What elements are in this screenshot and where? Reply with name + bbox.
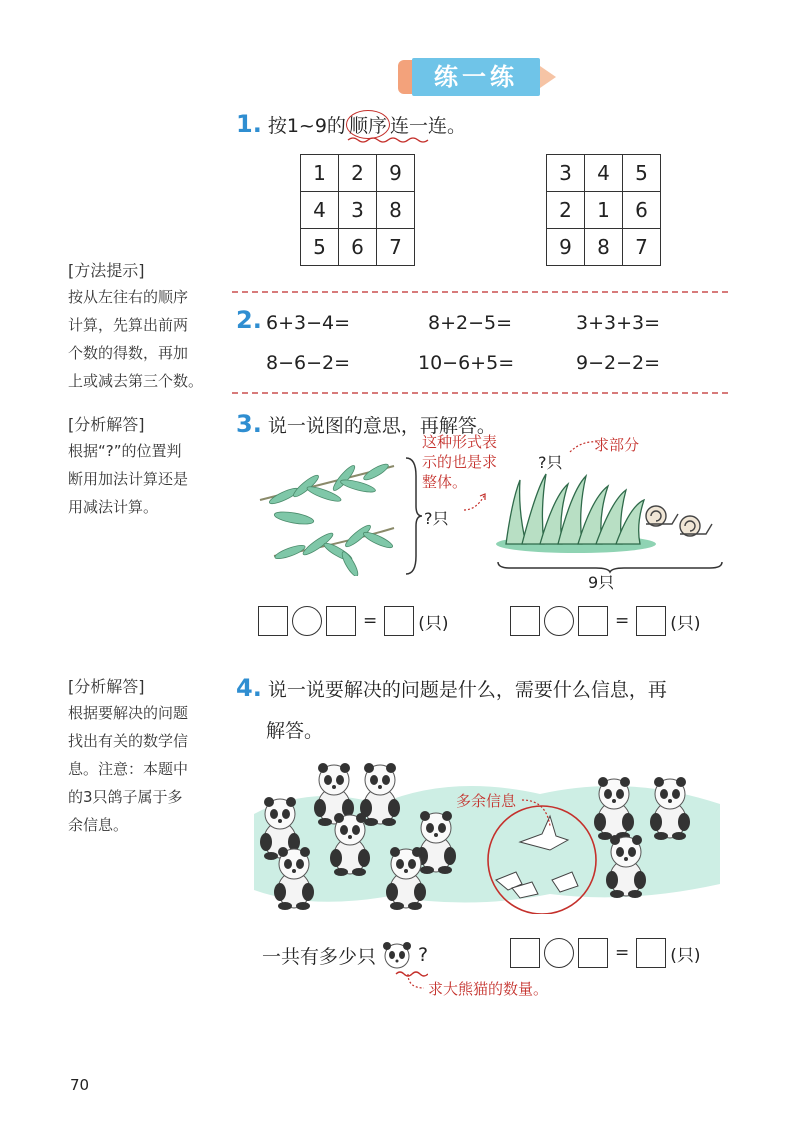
- grid-cell[interactable]: 9: [377, 155, 415, 192]
- note-arrow-icon: [462, 490, 492, 514]
- answer-box[interactable]: [636, 606, 666, 636]
- q2-equation[interactable]: 8+2−5=: [428, 312, 513, 334]
- q4-answer: [510, 938, 701, 968]
- q2-equation[interactable]: 3+3+3=: [576, 312, 661, 334]
- grass-snail-illustration: [496, 460, 726, 556]
- hint-line: 上或减去第三个数。: [68, 372, 204, 390]
- hint-line: 按从左往右的顺序: [68, 288, 189, 306]
- answer-box[interactable]: [510, 938, 540, 968]
- grid-cell[interactable]: 7: [623, 229, 661, 266]
- answer-box[interactable]: [578, 606, 608, 636]
- q4-question: [262, 940, 428, 970]
- grid-cell[interactable]: 8: [585, 229, 623, 266]
- hint-analysis-1: [68, 412, 228, 521]
- q4-heading: [236, 674, 667, 702]
- grid-cell[interactable]: 6: [623, 192, 661, 229]
- hint-analysis-head: [分析解答]: [68, 415, 145, 434]
- hint-line: 的3只鸽子属于多: [68, 788, 183, 806]
- answer-box[interactable]: [258, 606, 288, 636]
- note-line: 整体。: [422, 473, 468, 491]
- grid-cell[interactable]: 1: [585, 192, 623, 229]
- hint-line: 根据要解决的问题: [68, 704, 189, 722]
- grid-cell[interactable]: 3: [339, 192, 377, 229]
- q4-extra-note: 多余信息: [456, 792, 517, 810]
- unit-label: (只): [670, 945, 701, 966]
- q4-number: 4.: [236, 674, 262, 702]
- note-line: 示的也是求: [422, 453, 498, 471]
- answer-box[interactable]: [384, 606, 414, 636]
- q3-number: 3.: [236, 410, 262, 438]
- panda-face-icon: [380, 940, 414, 970]
- hint-line: 断用加法计算还是: [68, 470, 189, 488]
- page-number: 70: [70, 1076, 90, 1094]
- grid-cell[interactable]: 4: [301, 192, 339, 229]
- q3-text: 说一说图的意思，再解答。: [267, 415, 496, 437]
- grid-cell[interactable]: 1: [301, 155, 339, 192]
- answer-box[interactable]: [578, 938, 608, 968]
- equals-sign: =: [615, 611, 630, 631]
- operator-circle[interactable]: [544, 938, 574, 968]
- q3-answer-left: [258, 606, 449, 636]
- q2-equation[interactable]: 9−2−2=: [576, 352, 661, 374]
- divider: [232, 291, 728, 293]
- operator-circle[interactable]: [292, 606, 322, 636]
- grid-cell[interactable]: 8: [377, 192, 415, 229]
- banner-arrow: [540, 66, 556, 88]
- q3-left-question: ?只: [424, 509, 449, 528]
- q3-total: 9只: [588, 573, 615, 592]
- grid-cell[interactable]: 6: [339, 229, 377, 266]
- grid-cell[interactable]: 2: [547, 192, 585, 229]
- unit-label: (只): [670, 613, 701, 634]
- equals-sign: =: [615, 943, 630, 963]
- q2-equation[interactable]: 8−6−2=: [266, 352, 351, 374]
- grid-cell[interactable]: 4: [585, 155, 623, 192]
- grid-cell[interactable]: 7: [377, 229, 415, 266]
- hint-method-head: [方法提示]: [68, 261, 145, 280]
- operator-circle[interactable]: [544, 606, 574, 636]
- note-arrow-icon: [520, 792, 560, 832]
- hint-method: [68, 258, 228, 395]
- q1-grid-left: [300, 154, 415, 266]
- note-line: 这种形式表: [422, 433, 498, 451]
- q1-heading: [236, 110, 466, 139]
- answer-box[interactable]: [510, 606, 540, 636]
- q1-grid-right: [546, 154, 661, 266]
- panda-icon: [360, 763, 400, 826]
- section-banner: [398, 58, 562, 98]
- hint-line: 息。注意：本题中: [68, 760, 189, 778]
- divider: [232, 392, 728, 394]
- grid-cell[interactable]: 2: [339, 155, 377, 192]
- q4-text-line2: 解答。: [266, 720, 324, 742]
- hint-analysis-2: [68, 674, 228, 839]
- bamboo-illustration: [254, 456, 404, 576]
- hint-analysis-head: [分析解答]: [68, 677, 145, 696]
- hint-line: 用减法计算。: [68, 498, 159, 516]
- q3-right-note: 求部分: [594, 436, 640, 454]
- hint-line: 找出有关的数学信: [68, 732, 189, 750]
- banner-title: 练一练: [434, 63, 518, 91]
- q1-text-after: 连一连。: [389, 115, 466, 137]
- q2-number: 2.: [236, 306, 262, 334]
- hint-line: 根据“?”的位置判: [68, 442, 182, 460]
- q3-note: [422, 432, 497, 492]
- hint-line: 个数的得数，再加: [68, 344, 189, 362]
- answer-box[interactable]: [636, 938, 666, 968]
- q2-equation[interactable]: 10−6+5=: [418, 352, 515, 374]
- q3-right-question: ?只: [538, 453, 563, 472]
- q4-question-mark: ?: [418, 944, 429, 966]
- grid-cell[interactable]: 5: [301, 229, 339, 266]
- q4-text-line1: 说一说要解决的问题是什么，需要什么信息，再: [267, 679, 667, 701]
- q1-circled-word: 顺序: [346, 110, 390, 139]
- q4-question-text: 一共有多少只: [262, 945, 377, 968]
- q3-answer-right: [510, 606, 701, 636]
- note-arrow-icon: [404, 974, 428, 994]
- q4-panda-note: 求大熊猫的数量。: [428, 980, 549, 998]
- grid-cell[interactable]: 5: [623, 155, 661, 192]
- hint-line: 计算，先算出前两: [68, 316, 189, 334]
- q2-equation[interactable]: 6+3−4=: [266, 312, 351, 334]
- unit-label: (只): [418, 613, 449, 634]
- q1-number: 1.: [236, 110, 262, 138]
- grid-cell[interactable]: 3: [547, 155, 585, 192]
- grid-cell[interactable]: 9: [547, 229, 585, 266]
- answer-box[interactable]: [326, 606, 356, 636]
- hint-line: 余信息。: [68, 816, 129, 834]
- q1-wavy-underline: [346, 136, 436, 144]
- q1-text-before: 按1~9的: [267, 115, 346, 137]
- equals-sign: =: [363, 611, 378, 631]
- panda-illustration: [250, 754, 730, 914]
- left-brace: [402, 456, 422, 576]
